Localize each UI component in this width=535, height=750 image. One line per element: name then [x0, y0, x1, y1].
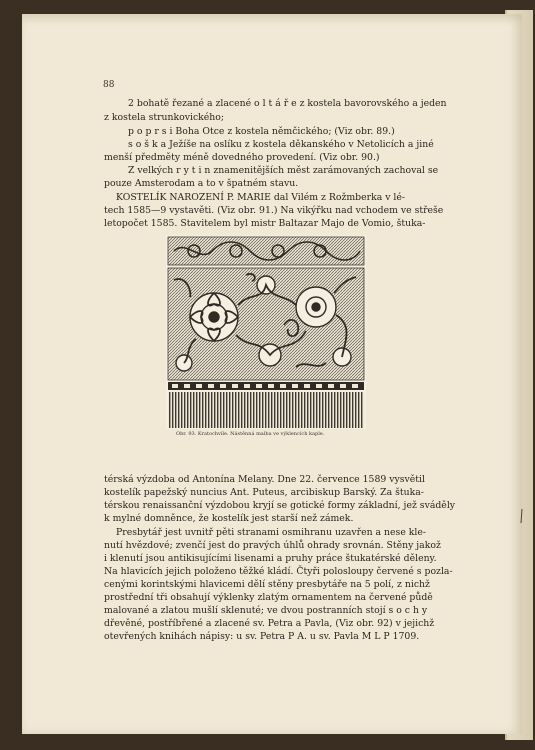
margin-pencil-mark: [520, 509, 523, 523]
text-line: prostřední tři obsahují výklenky zlatým ornamentem na červené půdě: [104, 592, 433, 603]
text-line: tech 1585—9 vystavěti. (Viz obr. 91.) Na vikýřku nad vchodem ve střeše: [104, 205, 444, 216]
text-line: kostelík papežský nuncius Ant. Puteus, arcibiskup Barský. Za štuka-: [104, 487, 424, 498]
text-line: i klenutí jsou antikisujícími lisenami a pruhy práce štukatérské děleny.: [104, 553, 437, 564]
text-line: nutí hvězdové; zvenčí jest do pravých úhlů ohrady srovnán. Stěny jakož: [104, 540, 441, 551]
text-line: Presbytář jest uvnitř pěti stranami osmihranu uzavřen a nese kle-: [116, 527, 427, 538]
text-line: cenými korintskými hlavicemi dělí stěny presbytáře na 5 polí, z nichž: [104, 579, 430, 590]
text-line: letopočet 1585. Stavitelem byl mistr Baltazar Majo de Vomio, štuka-: [104, 218, 426, 229]
ornament-drawing: [166, 235, 366, 429]
page-number: 88: [103, 80, 115, 90]
text-line: térská výzdoba od Antonína Melany. Dne 22. července 1589 vysvětil: [104, 474, 425, 485]
text-line: s o š k a Ježíše na oslíku z kostela děkanského v Netolicích a jiné: [128, 139, 434, 150]
text-line: 2 bohatě řezané a zlacené o l t á ř e z kostela bavorovského a jeden: [128, 98, 447, 109]
text-line: térskou renaissanční výzdobou kryjí se gotické formy základní, jež sváděly: [104, 500, 456, 511]
text-line: pouze Amsterodam a to v špatném stavu.: [104, 178, 299, 189]
text-line: otevřených knihách nápisy: u sv. Petra P A. u sv. Pavla M L P 1709.: [104, 631, 420, 642]
figure-ornament-illustration: [166, 235, 366, 429]
figure-caption: Obr. 93. Kratochvíle. Nástěnná malba ve výklencích kaple.: [176, 431, 325, 437]
text-line: menší předměty méně dovedného provedení. (Viz obr. 90.): [104, 152, 380, 163]
text-line: KOSTELÍK NAROZENÍ P. MARIE dal Vilém z Rožmberka v lé-: [116, 192, 406, 203]
text-line: k mylné domněnce, že kostelík jest starší než zámek.: [104, 513, 354, 524]
text-line: Na hlavicích jejich položeno těžké kládí. Čtyři polosloupy červené s pozla-: [104, 566, 453, 577]
text-line: malované a zlatou mušlí sklenuté; ve dvou postranních stojí s o c h y: [104, 605, 428, 616]
text-line: Z velkých r y t i n znamenitějších měst zarámovaných zachoval se: [128, 165, 439, 176]
text-line: p o p r s i Boha Otce z kostela němčického; (Viz obr. 89.): [128, 126, 395, 137]
text-line: z kostela strunkovického;: [104, 112, 225, 123]
text-line: dřevěné, postříbřené a zlacené sv. Petra a Pavla, (Viz obr. 92) v jejichž: [104, 618, 435, 629]
